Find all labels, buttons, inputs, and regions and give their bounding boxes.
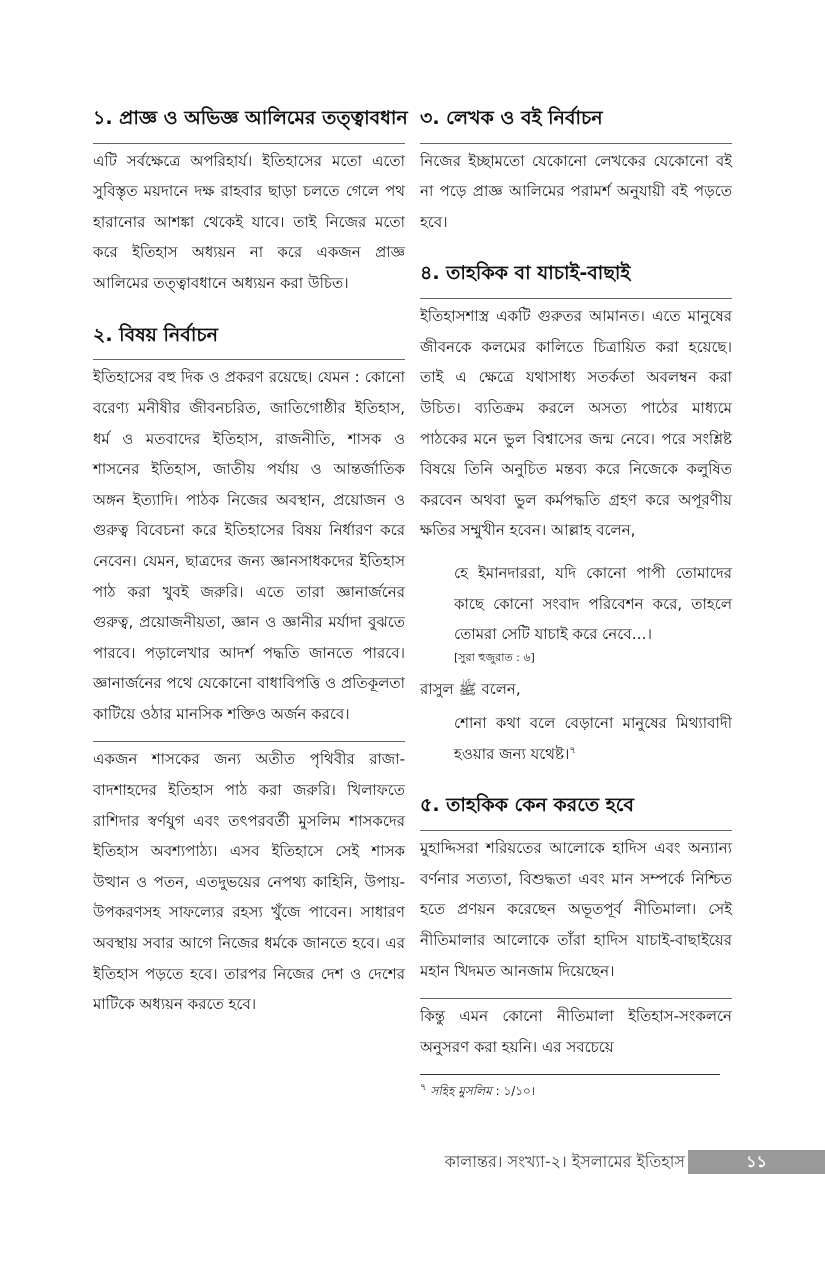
quran-quote: [420, 558, 732, 666]
footnote-marker[interactable]: ৭: [569, 744, 576, 756]
right-column: [420, 98, 732, 1101]
section-3-heading: ৩. লেখক ও বই নির্বাচন: [420, 107, 603, 129]
section-1-heading: ১. প্রাজ্ঞ ও অভিজ্ঞ আলিমের তত্ত্বাবধান: [93, 107, 408, 129]
section-3-paragraph: নিজের ইচ্ছামতো যেকোনো লেখকের যেকোনো বই না পড়ে প্রাজ্ঞ আলিমের পরামর্শ অনুযায়ী বই পড়তে হবে।: [420, 143, 732, 238]
footnote-divider: [420, 1074, 720, 1075]
footnote-number: ৭: [420, 1082, 427, 1094]
quran-quote-text: হে ইমানদাররা, যদি কোনো পাপী তোমাদের কাছে কোনো সংবাদ পরিবেশন করে, তাহলে তোমরা সেটি যাচাই করে নেবে…।: [454, 563, 732, 644]
section-1-paragraph: এটি সর্বক্ষেত্রে অপরিহার্য। ইতিহাসের মতো এতো সুবিস্তৃত ময়দানে দক্ষ রাহবার ছাড়া চলতে গেলে পথ হারানোর আশঙ্কা থেকেই যাবে। তাই নিজের মতো করে ইতিহাস অধ্যয়ন না করে একজন প্রাজ্ঞ আলিমের তত্ত্বাবধানে অধ্যয়ন করা উচিত।: [93, 143, 405, 299]
hadith-quote: [420, 708, 732, 769]
section-5-heading: ৫. তাহকিক কেন করতে হবে: [420, 794, 634, 817]
section-5-paragraph-2: কিন্তু এমন কোনো নীতিমালা ইতিহাস-সংকলনে অনুসরণ করা হয়নি। এর সবচেয়ে: [420, 998, 732, 1062]
left-column: [93, 98, 408, 1032]
footnote: [420, 1081, 732, 1101]
section-5-paragraph-1: মুহাদ্দিসরা শরিয়তের আলোকে হাদিস এবং অন্যান্য বর্ণনার সত্যতা, বিশুদ্ধতা এবং মান সম্পর্কে নিশ্চিত হতে প্রণয়ন করেছেন অভূতপূর্ব নীতিমালা। সেই নীতিমালার আলোকে তাঁরা হাদিস যাচাই-বাছাইয়ের মহান খিদমত আনজাম দিয়েছেন।: [420, 830, 732, 986]
page-footer: [0, 1150, 825, 1174]
rasul-said-line: রাসুল ﷺ বলেন,: [420, 679, 521, 698]
section-2-paragraph-1: ইতিহাসের বহু দিক ও প্রকরণ রয়েছে। যেমন : কোনো বরেণ্য মনীষীর জীবনচরিত, জাতিগোষ্ঠীর ইতিহাস, ধর্ম ও মতবাদের ইতিহাস, রাজনীতি, শাসক ও শাসনের ইতিহাস, জাতীয় পর্যায় ও আন্তর্জাতিক অঙ্গন ইত্যাদি। পাঠক নিজের অবস্থান, প্রয়োজন ও গুরুত্ব বিবেচনা করে ইতিহাসের বিষয় নির্ধারণ করে নেবেন। যেমন, ছাত্রদের জন্য জ্ঞানসাধকদের ইতিহাস পাঠ করা খুবই জরুরি। এতে তারা জ্ঞানার্জনের গুরুত্ব, প্রয়োজনীয়তা, জ্ঞান ও জ্ঞানীর মর্যাদা বুঝতে পারবে। পড়ালেখার আদর্শ পদ্ধতি জানতে পারবে। জ্ঞানার্জনের পথে যেকোনো বাধাবিপত্তি ও প্রতিকূলতা কাটিয়ে ওঠার মানসিক শক্তিও অর্জন করবে।: [93, 359, 405, 729]
quran-quote-reference: [সুরা হুজুরাত : ৬]: [454, 650, 535, 664]
section-2-heading: ২. বিষয় নির্বাচন: [93, 323, 218, 346]
section-4-paragraph: ইতিহাসশাস্ত্র একটি গুরুতর আমানত। এতে মানুষের জীবনকে কলমের কালিতে চিত্রায়িত করা হয়েছে। তাই এ ক্ষেত্রে যথাসাধ্য সতর্কতা অবলম্বন করা উচিত। ব্যতিক্রম করলে অসত্য পাঠের মাধ্যমে পাঠকের মনে ভুল বিশ্বাসের জন্ম নেবে। পরে সংশ্লিষ্ট বিষয়ে তিনি অনুচিত মন্তব্য করে নিজেকে কলুষিত করবেন অথবা ভুল কর্মপদ্ধতি গ্রহণ করে অপূরণীয় ক্ষতির সম্মুখীন হবেন। আল্লাহ বলেন,: [420, 298, 732, 546]
footnote-source: সহিহ মুসলিম: [430, 1084, 492, 1099]
running-footer-title: কালান্তর। সংখ্যা-২। ইসলামের ইতিহাস: [444, 1152, 685, 1171]
hadith-quote-text: শোনা কথা বলে বেড়ানো মানুষের মিথ্যাবাদী হওয়ার জন্য যথেষ্ট।: [454, 714, 732, 763]
section-2-paragraph-2: একজন শাসকের জন্য অতীত পৃথিবীর রাজা-বাদশাহদের ইতিহাস পাঠ করা জরুরি। খিলাফতে রাশিদার স্বর্ণযুগ এবং তৎপরবর্তী মুসলিম শাসকদের ইতিহাস অবশ্যপাঠ্য। এসব ইতিহাসে সেই শাসক উত্থান ও পতন, এতদুভয়ের নেপথ্য কাহিনি, উপায়-উপকরণসহ সাফল্যের রহস্য খুঁজে পাবেন। সাধারণ অবস্থায় সবার আগে নিজের ধর্মকে জানতে হবে। এর ইতিহাস পড়তে হবে। তারপর নিজের দেশ ও দেশের মাটিকে অধ্যয়ন করতে হবে।: [93, 741, 405, 1019]
hadith-quote-paragraph: [454, 708, 732, 769]
page-number: ১১: [688, 1150, 825, 1174]
footnote-reference: : ১/১০।: [491, 1084, 536, 1099]
section-4-heading: ৪. তাহকিক বা যাচাই-বাছাই: [420, 262, 631, 285]
